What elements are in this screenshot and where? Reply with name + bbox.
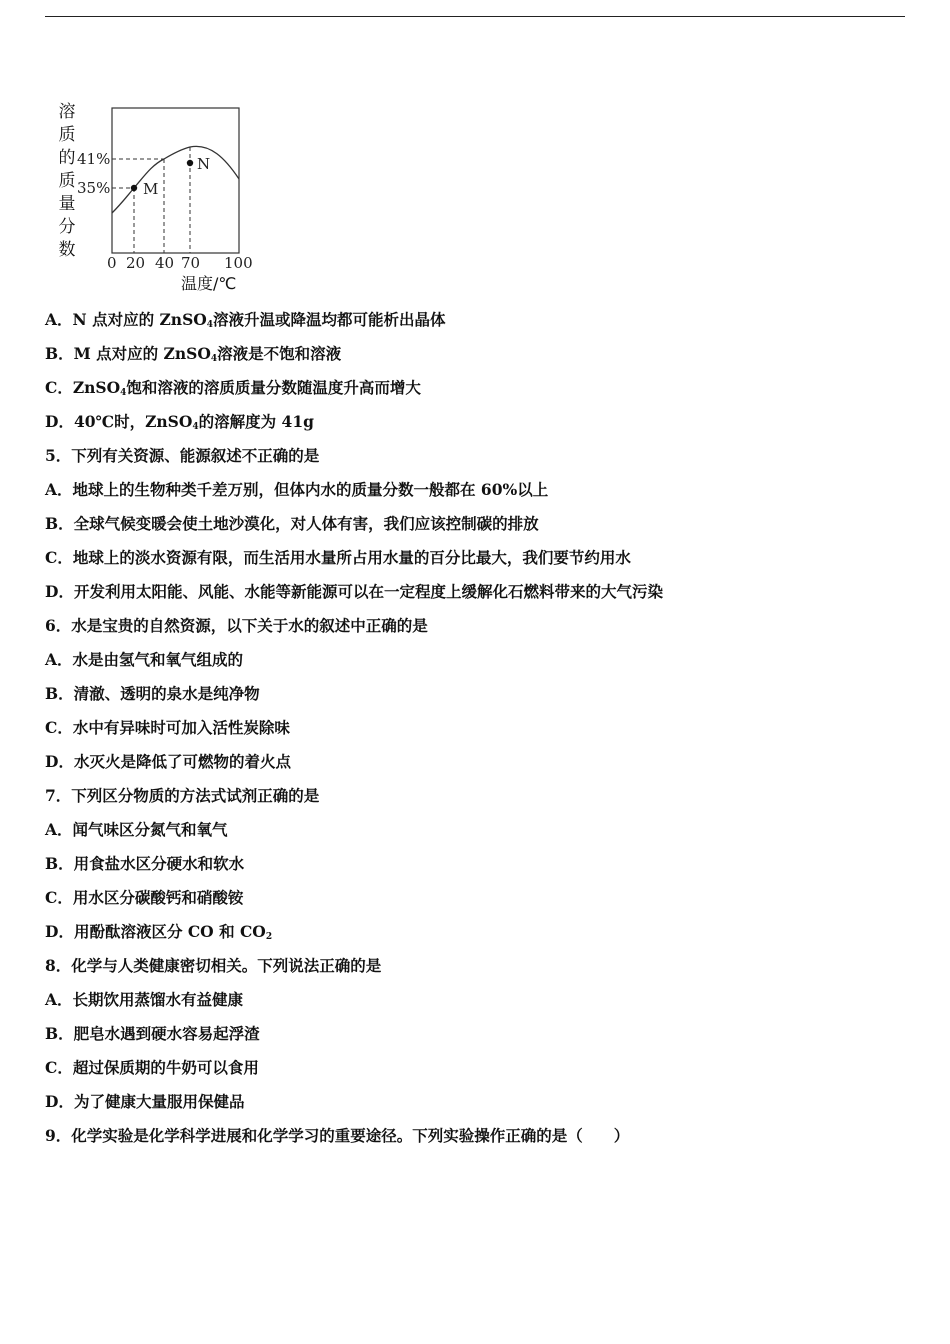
x-tick-0: 0 xyxy=(107,254,117,272)
text-line: A．闻气味区分氮气和氧气 xyxy=(45,820,228,839)
text-line: D．开发利用太阳能、风能、水能等新能源可以在一定程度上缓解化石燃料带来的大气污染 xyxy=(45,582,663,601)
ylabel-char: 的 xyxy=(58,148,76,168)
text-line: C．地球上的淡水资源有限，而生活用水量所占用水量的百分比最大，我们要节约用水 xyxy=(45,548,631,567)
ylabel-char: 溶 xyxy=(58,102,76,122)
x-tick-40: 40 xyxy=(155,254,175,272)
text-line: B．肥皂水遇到硬水容易起浮渣 xyxy=(45,1024,260,1043)
text-line: D．水灭火是降低了可燃物的着火点 xyxy=(45,752,291,771)
header-rule xyxy=(45,16,905,17)
ylabel-char: 质 xyxy=(58,171,76,191)
y-tick-35: 35% xyxy=(77,179,111,197)
point-m xyxy=(131,185,137,191)
text-line: C．用水区分碳酸钙和硝酸铵 xyxy=(45,888,244,907)
text-line: A．水是由氢气和氧气组成的 xyxy=(45,650,244,669)
x-tick-100: 100 xyxy=(224,254,253,272)
text-line: 8．化学与人类健康密切相关。下列说法正确的是 xyxy=(45,956,382,975)
question-text xyxy=(45,309,925,1159)
point-n-label: N xyxy=(197,155,211,173)
text-line: 7．下列区分物质的方法式试剂正确的是 xyxy=(45,786,320,805)
text-line: A．地球上的生物种类千差万别，但体内水的质量分数一般都在 60%以上 xyxy=(45,480,549,499)
text-line: C．水中有异味时可加入活性炭除味 xyxy=(45,718,290,737)
point-m-label: M xyxy=(143,180,159,198)
text-line: A．N 点对应的 ZnSO$_4$溶液升温或降温均都可能析出晶体 xyxy=(45,310,446,330)
solubility-curve xyxy=(112,146,239,213)
x-tick-70: 70 xyxy=(181,254,201,272)
text-line: B．清澈、透明的泉水是纯净物 xyxy=(45,684,260,703)
text-line: A．长期饮用蒸馏水有益健康 xyxy=(45,990,244,1009)
text-line: 9．化学实验是化学科学进展和化学学习的重要途径。下列实验操作正确的是（ ） xyxy=(45,1126,630,1145)
text-line: C．超过保质期的牛奶可以食用 xyxy=(45,1058,259,1077)
solubility-figure xyxy=(40,95,280,300)
ylabel-char: 质 xyxy=(58,125,76,145)
text-line: 6．水是宝贵的自然资源，以下关于水的叙述中正确的是 xyxy=(45,616,428,635)
text-line: B．M 点对应的 ZnSO$_4$溶液是不饱和溶液 xyxy=(45,344,342,364)
text-line: D．用酚酞溶液区分 CO 和 $CO_2$ xyxy=(45,922,273,942)
ylabel-char: 分 xyxy=(58,217,76,237)
text-line: C．ZnSO$_4$饱和溶液的溶质质量分数随温度升高而增大 xyxy=(45,378,421,398)
ylabel-char: 量 xyxy=(58,194,76,214)
text-line: D．为了健康大量服用保健品 xyxy=(45,1092,245,1111)
ylabel-char: 数 xyxy=(58,240,76,260)
x-tick-20: 20 xyxy=(126,254,146,272)
text-line: 5．下列有关资源、能源叙述不正确的是 xyxy=(45,446,320,465)
text-line: D．40℃时，ZnSO$_4$的溶解度为 41g xyxy=(45,412,314,432)
plot-frame xyxy=(112,108,239,253)
x-axis-title: 温度/℃ xyxy=(181,274,237,293)
point-n xyxy=(187,160,193,166)
text-line: B．用食盐水区分硬水和软水 xyxy=(45,854,245,873)
y-tick-41: 41% xyxy=(77,150,111,168)
text-line: B．全球气候变暖会使土地沙漠化，对人体有害，我们应该控制碳的排放 xyxy=(45,514,539,533)
